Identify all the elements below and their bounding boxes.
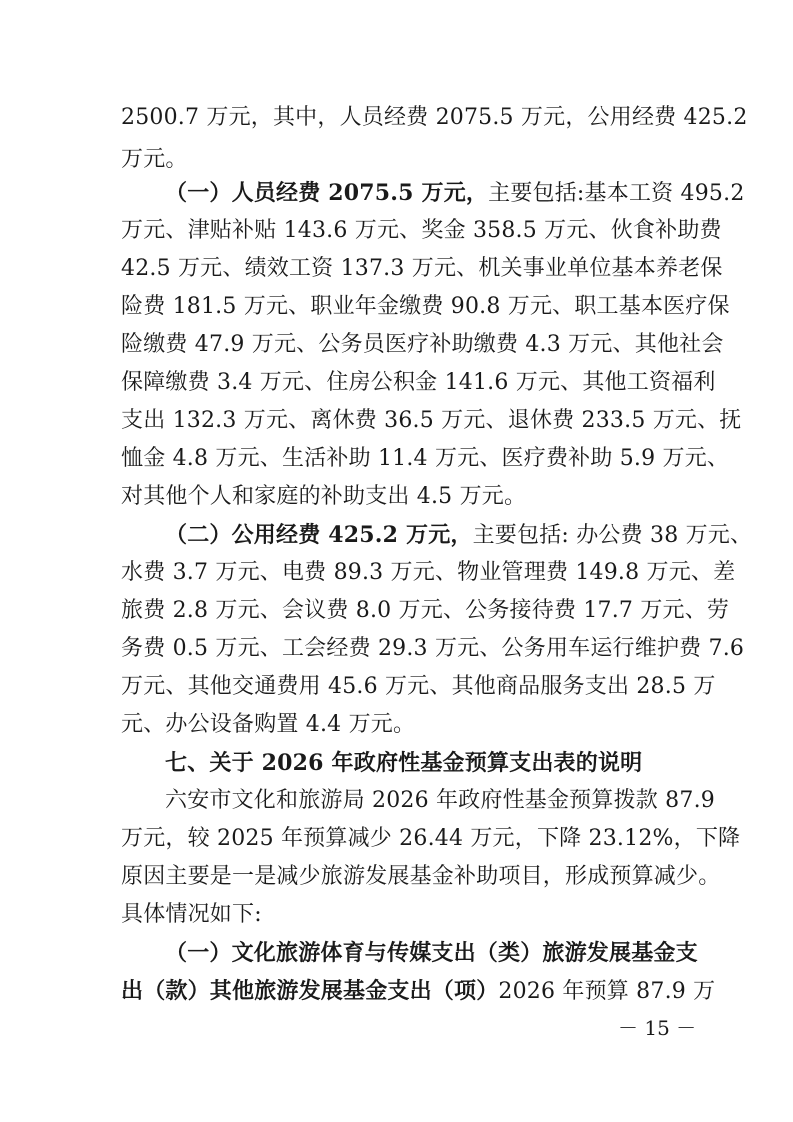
subsection-fund-line-2	[121, 977, 715, 1006]
subsection-fund-budget: 2026 年预算 87.9 万	[498, 979, 716, 1004]
text-line-9: 支出 132.3 万元、离休费 36.5 万元、退休费 233.5 万元、抚	[121, 408, 742, 433]
text-line-19: 六安市文化和旅游局 2026 年政府性基金预算拨款 87.9	[165, 788, 715, 813]
text-line-7: 险缴费 47.9 万元、公务员医疗补助缴费 4.3 万元、其他社会	[121, 332, 724, 357]
text-line-10: 恤金 4.8 万元、生活补助 11.4 万元、医疗费补助 5.9 万元、	[121, 446, 730, 471]
text-line-21: 原因主要是一是减少旅游发展基金补助项目，形成预算减少。	[121, 864, 721, 889]
text-line-6: 险费 181.5 万元、职业年金缴费 90.8 万元、职工基本医疗保	[121, 294, 730, 319]
text-line-13: 水费 3.7 万元、电费 89.3 万元、物业管理费 149.8 万元、差	[121, 560, 736, 585]
text-line-14: 旅费 2.8 万元、会议费 8.0 万元、公务接待费 17.7 万元、劳	[121, 598, 730, 623]
section-personnel-line	[165, 179, 745, 208]
text-line-15: 务费 0.5 万元、工会经费 29.3 万元、公务用车运行维护费 7.6	[121, 636, 745, 661]
public-heading: （二）公用经费 425.2 万元，	[165, 522, 473, 548]
text-line-8: 保障缴费 3.4 万元、住房公积金 141.6 万元、其他工资福利	[121, 370, 716, 395]
text-line-11: 对其他个人和家庭的补助支出 4.5 万元。	[121, 484, 527, 509]
text-line-22: 具体情况如下:	[121, 902, 262, 927]
text-line-5: 42.5 万元、绩效工资 137.3 万元、机关事业单位基本养老保	[121, 256, 723, 281]
text-line-4: 万元、津贴补贴 143.6 万元、奖金 358.5 万元、伙食补助费	[121, 218, 722, 243]
text-line-16: 万元、其他交通费用 45.6 万元、其他商品服务支出 28.5 万	[121, 674, 716, 699]
public-intro: 主要包括: 办公费 38 万元、	[472, 523, 753, 548]
personnel-intro: 主要包括:基本工资 495.2	[488, 181, 745, 206]
text-line-1: 2500.7 万元，其中，人员经费 2075.5 万元，公用经费 425.2	[121, 105, 748, 130]
text-line-2: 万元。	[121, 147, 188, 172]
subsection-fund-title: 出（款）其他旅游发展基金支出（项）	[121, 978, 499, 1004]
section-seven-heading: 七、关于 2026 年政府性基金预算支出表的说明	[165, 750, 643, 776]
page-number: － 15 －	[618, 1016, 697, 1040]
personnel-heading: （一）人员经费 2075.5 万元，	[165, 180, 489, 206]
section-public-line	[165, 521, 752, 550]
text-line-20: 万元，较 2025 年预算减少 26.44 万元，下降 23.12%，下降	[121, 826, 741, 851]
text-line-17: 元、办公设备购置 4.4 万元。	[121, 712, 416, 737]
subsection-fund-heading: （一）文化旅游体育与传媒支出（类）旅游发展基金支	[165, 940, 698, 966]
